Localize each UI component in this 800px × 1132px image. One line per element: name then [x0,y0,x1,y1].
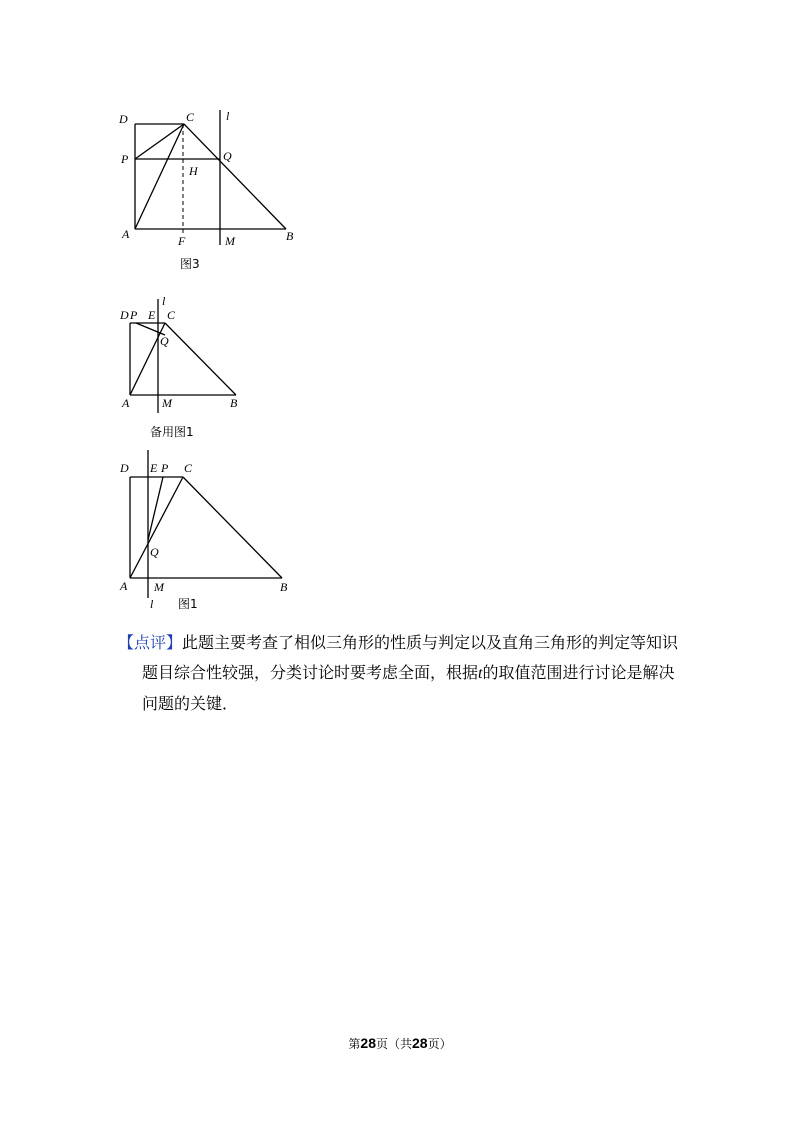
note-text-2b: 的取值范围进行讨论是解决 [482,663,675,682]
note-line-1 [118,628,698,658]
label-Q: Q [160,334,169,348]
note-line-2 [118,658,698,689]
footer-page-number: 28 [360,1035,376,1051]
label-C: C [186,110,195,124]
footer-total-pages: 28 [412,1035,428,1051]
label-M: M [154,580,164,594]
label-l: l [150,597,154,611]
note-variable-t: t [478,665,483,682]
figure-3-caption: 图3 [180,257,200,271]
label-P: P [121,152,129,166]
label-H: H [189,164,198,178]
label-C: C [167,308,176,322]
note-line-3 [118,689,698,719]
label-Q: Q [150,545,159,559]
note-tag: 【点评】 [118,633,183,652]
figure-3 [110,105,310,275]
label-F: F [178,234,186,248]
label-D: D [119,112,128,126]
label-B: B [230,396,238,410]
label-E: E [150,461,158,475]
label-P: P [161,461,169,475]
figure-1 [110,450,310,615]
label-l: l [226,109,230,123]
label-l: l [162,294,166,308]
label-D: D [120,461,129,475]
footer-suffix: 页） [427,1037,452,1051]
comment-note [118,628,698,719]
figure-backup-1-caption: 备用图1 [150,425,194,439]
figure-1-diagram [110,450,310,615]
figure-backup-1-diagram [110,293,270,443]
footer-prefix: 第 [348,1037,361,1051]
figure-3-diagram [110,105,310,275]
note-text-3: 问题的关键． [142,694,239,713]
label-M: M [225,234,235,248]
note-text-2a: 题目综合性较强，分类讨论时要考虑全面，根据 [142,663,479,682]
figure-1-caption: 图1 [178,597,198,611]
label-Q: Q [223,149,232,163]
note-text-1: 此题主要考查了相似三角形的性质与判定以及直角三角形的判定等知识 [182,633,679,652]
label-M: M [162,396,172,410]
figure-backup-1 [110,293,270,443]
label-D: D [120,308,129,322]
label-C: C [184,461,193,475]
label-B: B [280,580,288,594]
label-B: B [286,229,294,243]
page-footer [0,1035,800,1052]
label-P: P [130,308,138,322]
footer-middle: 页（共 [375,1037,412,1051]
label-A: A [122,396,130,410]
label-E: E [148,308,156,322]
label-A: A [120,579,128,593]
label-A: A [122,227,130,241]
